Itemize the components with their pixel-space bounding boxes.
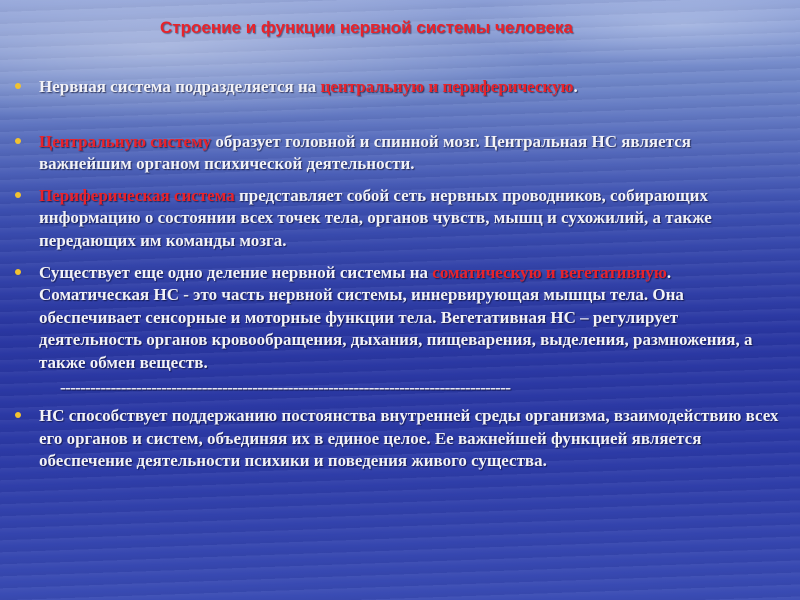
highlight-text: соматическую и вегетативную	[432, 262, 667, 282]
bullet-text-end: .	[573, 77, 578, 96]
bullet-dot-icon	[15, 412, 21, 418]
slide-title: Строение и функции нервной системы человека	[160, 18, 573, 37]
bullet-item-somatic-vegetative	[14, 262, 784, 375]
bullet-text: представляет собой сеть нервных проводников, собирающих информацию о состоянии всех точек тела, органов чувств, мышц и сухожилий, а также передающих им команды мозга.	[39, 185, 712, 250]
bullet-dot-icon	[15, 269, 21, 275]
highlight-text: центральную и периферическую	[320, 77, 574, 96]
dashed-divider: -----------------------------------------------------------------------------------------	[60, 377, 511, 397]
bullet-text: Существует еще одно деление нервной системы на	[39, 262, 433, 282]
bullet-text: НС способствует поддержанию постоянства внутренней среды организма, взаимодействию всех его органов и систем, объединяя их в единое целое. Ее важнейшей функцией является обеспечение деятельности психики и поведения живого существа.	[39, 406, 779, 471]
bullet-item-peripheral	[14, 185, 784, 253]
bullet-dot-icon	[15, 192, 21, 198]
bullet-text-end: . Соматическая НС - это часть нервной системы, иннервирующая мышцы тела. Она обеспечивает сенсорные и моторные функции тела. Вегетативная НС – регулирует деятельность органов кровообращения, дыхания, пищеварения, выделения, размножения, а также обмен веществ.	[39, 262, 753, 372]
highlight-text: Периферическая система	[39, 185, 235, 205]
bullet-text: Нервная система подразделяется на	[39, 77, 321, 96]
bullet-item-division	[14, 76, 784, 99]
bullet-dot-icon	[15, 138, 21, 144]
bullet-item-homeostasis	[14, 405, 784, 473]
highlight-text: Центральную систему	[39, 131, 212, 151]
bullet-text: образует головной и спинной мозг. Центральная НС является важнейшим органом психической деятельности.	[39, 131, 691, 174]
slide-content	[14, 70, 784, 473]
bullet-item-central	[14, 131, 784, 176]
bullet-dot-icon	[15, 83, 21, 89]
